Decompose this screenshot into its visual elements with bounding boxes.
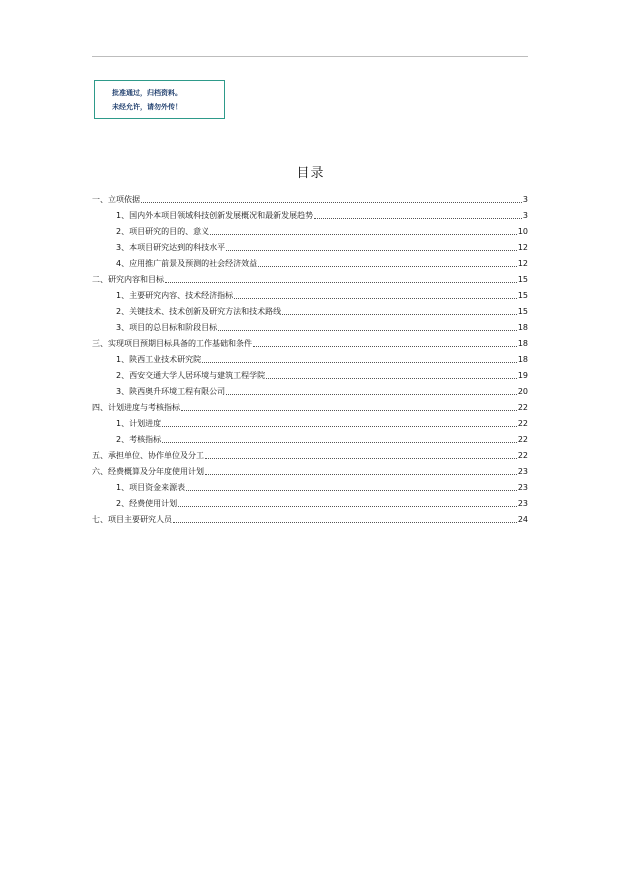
toc-leader-dots — [226, 250, 517, 251]
toc-entry[interactable] — [92, 333, 528, 349]
toc-entry-text: 3、陕西奥升环境工程有限公司 — [116, 387, 226, 396]
toc-entry-text: 2、关键技术、技术创新及研究方法和技术路线 — [116, 307, 282, 316]
toc-entry[interactable] — [92, 509, 528, 525]
toc-page-number: 15 — [517, 291, 528, 300]
toc-entry-text: 四、计划进度与考核指标 — [92, 403, 180, 412]
toc-page-number: 22 — [517, 419, 528, 428]
toc-leader-dots — [258, 266, 517, 267]
toc-leader-dots — [205, 458, 517, 459]
toc-entry[interactable] — [92, 221, 528, 237]
toc-entry[interactable] — [92, 301, 528, 317]
toc-page-number: 10 — [517, 227, 528, 236]
toc-page-number: 12 — [517, 243, 528, 252]
toc-leader-dots — [181, 410, 517, 411]
toc-leader-dots — [162, 426, 517, 427]
toc-page-number: 15 — [517, 275, 528, 284]
toc-entry-text: 2、经费使用计划 — [116, 499, 178, 508]
toc-entry[interactable] — [92, 445, 528, 461]
stamp-line-1: 批准通过，归档资料。 — [112, 89, 182, 97]
toc-entry[interactable] — [92, 429, 528, 445]
toc-entry-text: 一、立项依据 — [92, 195, 140, 204]
toc-entry[interactable] — [92, 349, 528, 365]
toc-page-number: 3 — [522, 195, 528, 204]
toc-leader-dots — [218, 330, 517, 331]
toc-entry[interactable] — [92, 253, 528, 269]
toc-entry[interactable] — [92, 381, 528, 397]
toc-leader-dots — [205, 474, 517, 475]
toc-leader-dots — [314, 218, 522, 219]
toc-page-number: 3 — [522, 211, 528, 220]
toc-entry-text: 4、应用推广前景及预测的社会经济效益 — [116, 259, 258, 268]
toc-leader-dots — [186, 490, 517, 491]
toc-entry-text: 2、西安交通大学人居环境与建筑工程学院 — [116, 371, 266, 380]
toc-entry[interactable] — [92, 493, 528, 509]
toc-page-number: 22 — [517, 451, 528, 460]
toc-entry[interactable] — [92, 365, 528, 381]
toc-entry-text: 七、项目主要研究人员 — [92, 515, 172, 524]
table-of-contents — [92, 189, 528, 525]
toc-entry-text: 2、项目研究的目的、意义 — [116, 227, 210, 236]
toc-entry[interactable] — [92, 413, 528, 429]
toc-entry-text: 1、主要研究内容、技术经济指标 — [116, 291, 234, 300]
toc-page-number: 15 — [517, 307, 528, 316]
toc-entry[interactable] — [92, 461, 528, 477]
toc-entry-text: 3、项目的总目标和阶段目标 — [116, 323, 218, 332]
toc-leader-dots — [173, 522, 517, 523]
toc-entry-text: 三、实现项目预期目标具备的工作基础和条件 — [92, 339, 252, 348]
toc-entry-text: 1、国内外本项目领域科技创新发展概况和最新发展趋势 — [116, 211, 314, 220]
toc-page-number: 18 — [517, 323, 528, 332]
toc-leader-dots — [141, 202, 522, 203]
toc-leader-dots — [226, 394, 517, 395]
toc-page-number: 22 — [517, 435, 528, 444]
toc-entry[interactable] — [92, 237, 528, 253]
toc-entry-text: 二、研究内容和目标 — [92, 275, 164, 284]
toc-page-number: 23 — [517, 483, 528, 492]
toc-page-number: 12 — [517, 259, 528, 268]
toc-entry-text: 六、经费概算及分年度使用计划 — [92, 467, 204, 476]
toc-leader-dots — [266, 378, 517, 379]
toc-entry-text: 1、计划进度 — [116, 419, 162, 428]
toc-entry-text: 2、考核指标 — [116, 435, 162, 444]
toc-leader-dots — [282, 314, 517, 315]
toc-entry[interactable] — [92, 205, 528, 221]
toc-entry[interactable] — [92, 477, 528, 493]
toc-page-number: 18 — [517, 355, 528, 364]
toc-entry[interactable] — [92, 285, 528, 301]
toc-page-number: 19 — [517, 371, 528, 380]
stamp-line-2: 未经允许，请勿外传！ — [112, 103, 182, 111]
toc-page-number: 23 — [517, 467, 528, 476]
toc-entry[interactable] — [92, 317, 528, 333]
toc-page-number: 24 — [517, 515, 528, 524]
toc-page-number: 23 — [517, 499, 528, 508]
header-rule — [92, 56, 528, 57]
toc-page-number: 20 — [517, 387, 528, 396]
toc-leader-dots — [162, 442, 517, 443]
toc-entry-text: 3、本项目研究达到的科技水平 — [116, 243, 226, 252]
toc-entry[interactable] — [92, 189, 528, 205]
toc-entry[interactable] — [92, 269, 528, 285]
toc-page-number: 18 — [517, 339, 528, 348]
toc-entry-text: 1、陕西工业技术研究院 — [116, 355, 202, 364]
toc-leader-dots — [202, 362, 517, 363]
toc-leader-dots — [210, 234, 517, 235]
toc-leader-dots — [253, 346, 517, 347]
toc-page-number: 22 — [517, 403, 528, 412]
toc-title: 目录 — [296, 166, 325, 181]
toc-leader-dots — [165, 282, 517, 283]
toc-leader-dots — [234, 298, 517, 299]
toc-leader-dots — [178, 506, 517, 507]
toc-entry[interactable] — [92, 397, 528, 413]
approval-stamp — [94, 80, 225, 119]
toc-entry-text: 五、承担单位、协作单位及分工 — [92, 451, 204, 460]
toc-entry-text: 1、项目资金来源表 — [116, 483, 186, 492]
